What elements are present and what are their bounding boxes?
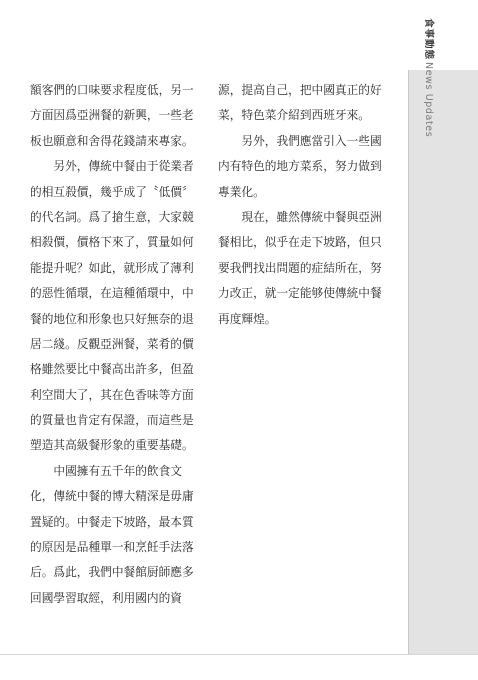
text-line: 中國擁有五千年的飲食文	[30, 463, 182, 478]
text-line: 格雖然要比中餐高出許多，但盈	[30, 362, 194, 377]
text-line: 餐的地位和形象也只好無奈的退	[30, 311, 194, 326]
text-line: 專業化。	[218, 184, 265, 199]
text-line: 另外，傳統中餐由于從業者	[30, 159, 194, 174]
text-line: 源，提高自己，把中國真正的好	[218, 83, 382, 97]
text-line: 塑造其高級餐形象的重要基礎。	[30, 438, 194, 453]
text-line: 的相互殺價，幾乎成了〝低價〞	[30, 184, 194, 199]
text-line: 的惡性循環，在這種循環中，中	[30, 286, 194, 301]
text-line: 另外，我們應當引入一些國	[218, 133, 382, 148]
text-line: 再度輝煌。	[218, 311, 277, 326]
text-line: 回國學習取經，利用國内的資	[30, 590, 182, 605]
side-bar-panel	[408, 70, 478, 654]
text-line: 的質量也肯定有保證，而這些是	[30, 413, 194, 428]
section-title-zh: 食事動態	[423, 18, 434, 61]
bottom-divider	[0, 654, 478, 655]
article-column-left	[30, 78, 208, 611]
text-line: 力改正，就一定能够使傳統中餐	[218, 286, 382, 301]
text-line: 要我們找出問題的症結所在，努	[218, 260, 382, 275]
text-line: 餐相比，似乎在走下坡路，但只	[218, 235, 382, 250]
article-column-right	[218, 78, 394, 332]
section-label-rotated	[423, 18, 437, 137]
text-line: 利空間大了，其在色香味等方面	[30, 387, 194, 402]
text-line: 的原因是品種單一和烹飪手法落	[30, 540, 194, 555]
section-label	[417, 18, 451, 138]
text-line: 相殺價，價格下來了，質量如何	[30, 235, 194, 250]
text-line: 能提升呢？如此，就形成了薄利	[30, 260, 194, 275]
text-line: 居二綫。反觀亞洲餐，菜肴的價	[30, 336, 194, 351]
text-line: 后。爲此，我們中餐館厨師應多	[30, 565, 194, 580]
text-line: 的代名詞。爲了搶生意，大家競	[30, 209, 194, 224]
text-line: 内有特色的地方菜系，努力做到	[218, 159, 382, 174]
text-line: 化，傳統中餐的博大精深是毋庸	[30, 489, 194, 504]
text-line: 置疑的。中餐走下坡路，最本質	[30, 514, 194, 529]
text-line: 方面因爲亞洲餐的新興，一些老	[30, 108, 194, 123]
text-line: 現在，雖然傳統中餐與亞洲	[218, 209, 382, 224]
text-line: 額客們的口味要求程度低，另一	[30, 83, 194, 97]
section-title-en: News Updates	[423, 62, 434, 138]
text-line: 板也願意和舍得花錢請來專家。	[30, 133, 194, 148]
text-line: 菜，特色菜介紹到西班牙來。	[218, 108, 370, 123]
